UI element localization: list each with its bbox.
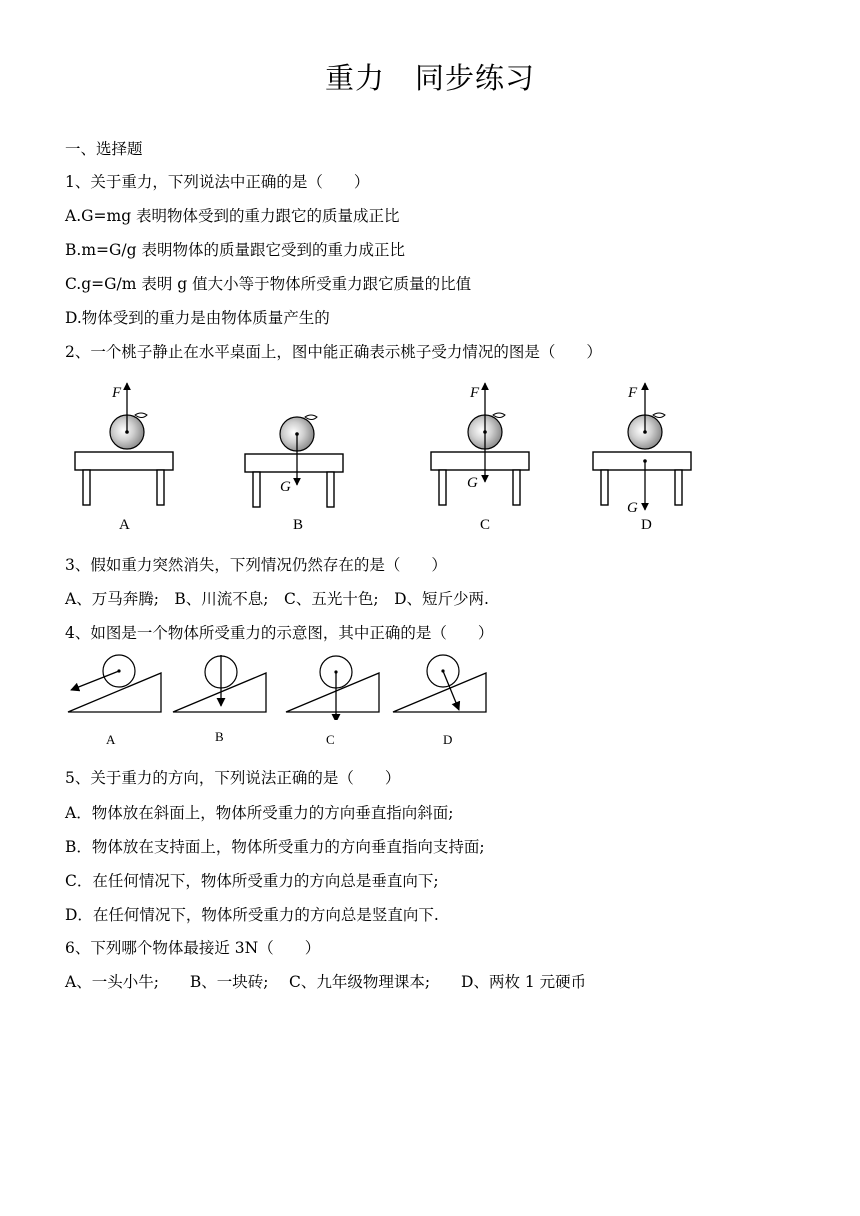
q1-option-b: B.m=G/g 表明物体的质量跟它受到的重力成正比 [65,241,405,259]
q4-figure [60,650,500,720]
q2-figure [60,375,720,540]
q2-a-force-f: F [112,385,122,401]
q2-d-force-f: F [628,385,638,401]
q2-c-force-f: F [470,385,480,401]
q1-option-a: A.G=mg 表明物体受到的重力跟它的质量成正比 [65,207,400,225]
q5-option-b: B．物体放在支持面上，物体所受重力的方向垂直指向支持面; [65,838,485,856]
q4-stem: 4、如图是一个物体所受重力的示意图，其中正确的是（ ） [65,624,494,642]
q2-label-b: B [293,517,304,533]
q1-option-c: C.g=G/m 表明 g 值大小等于物体所受重力跟它质量的比值 [65,275,472,293]
q4-label-c: C [326,732,335,747]
q1-option-d: D.物体受到的重力是由物体质量产生的 [65,309,330,327]
q6-stem: 6、下列哪个物体最接近 3N（ ） [65,939,321,957]
q4-label-b: B [215,729,224,744]
q2-c-force-g: G [467,475,478,491]
q4-figure-a [68,655,161,712]
q4-figure-c [286,656,379,720]
section-heading: 一、选择题 [65,140,143,158]
q2-label-a: A [119,517,130,533]
q4-label-d: D [443,732,453,747]
q1-stem: 1、关于重力，下列说法中正确的是（ ） [65,173,370,191]
q4-label-a: A [106,732,116,747]
q4-figure-d [393,655,486,712]
q6-options: A、一头小牛; B、一块砖; C、九年级物理课本; D、两枚 1 元硬币 [65,973,587,991]
q2-figure-d [593,383,691,510]
q2-label-c: C [480,517,491,533]
q5-option-d: D．在任何情况下，物体所受重力的方向总是竖直向下. [65,906,439,924]
q3-options: A、万马奔腾; B、川流不息; C、五光十色; D、短斤少两. [65,590,489,608]
page-title: 重力 同步练习 [324,61,535,95]
q4-figure-b [173,655,266,712]
q2-label-d: D [641,517,652,533]
q5-option-c: C．在任何情况下，物体所受重力的方向总是垂直向下; [65,872,439,890]
q5-stem: 5、关于重力的方向，下列说法正确的是（ ） [65,769,401,787]
q2-stem: 2、一个桃子静止在水平桌面上，图中能正确表示桃子受力情况的图是（ ） [65,343,602,361]
q2-b-force-g: G [280,479,291,495]
q5-option-a: A．物体放在斜面上，物体所受重力的方向垂直指向斜面; [65,804,454,822]
q2-d-force-g: G [627,500,638,516]
q2-figure-a [75,383,173,505]
q3-stem: 3、假如重力突然消失，下列情况仍然存在的是（ ） [65,556,447,574]
q2-figure-c [431,383,529,505]
q2-figure-b [245,415,343,507]
